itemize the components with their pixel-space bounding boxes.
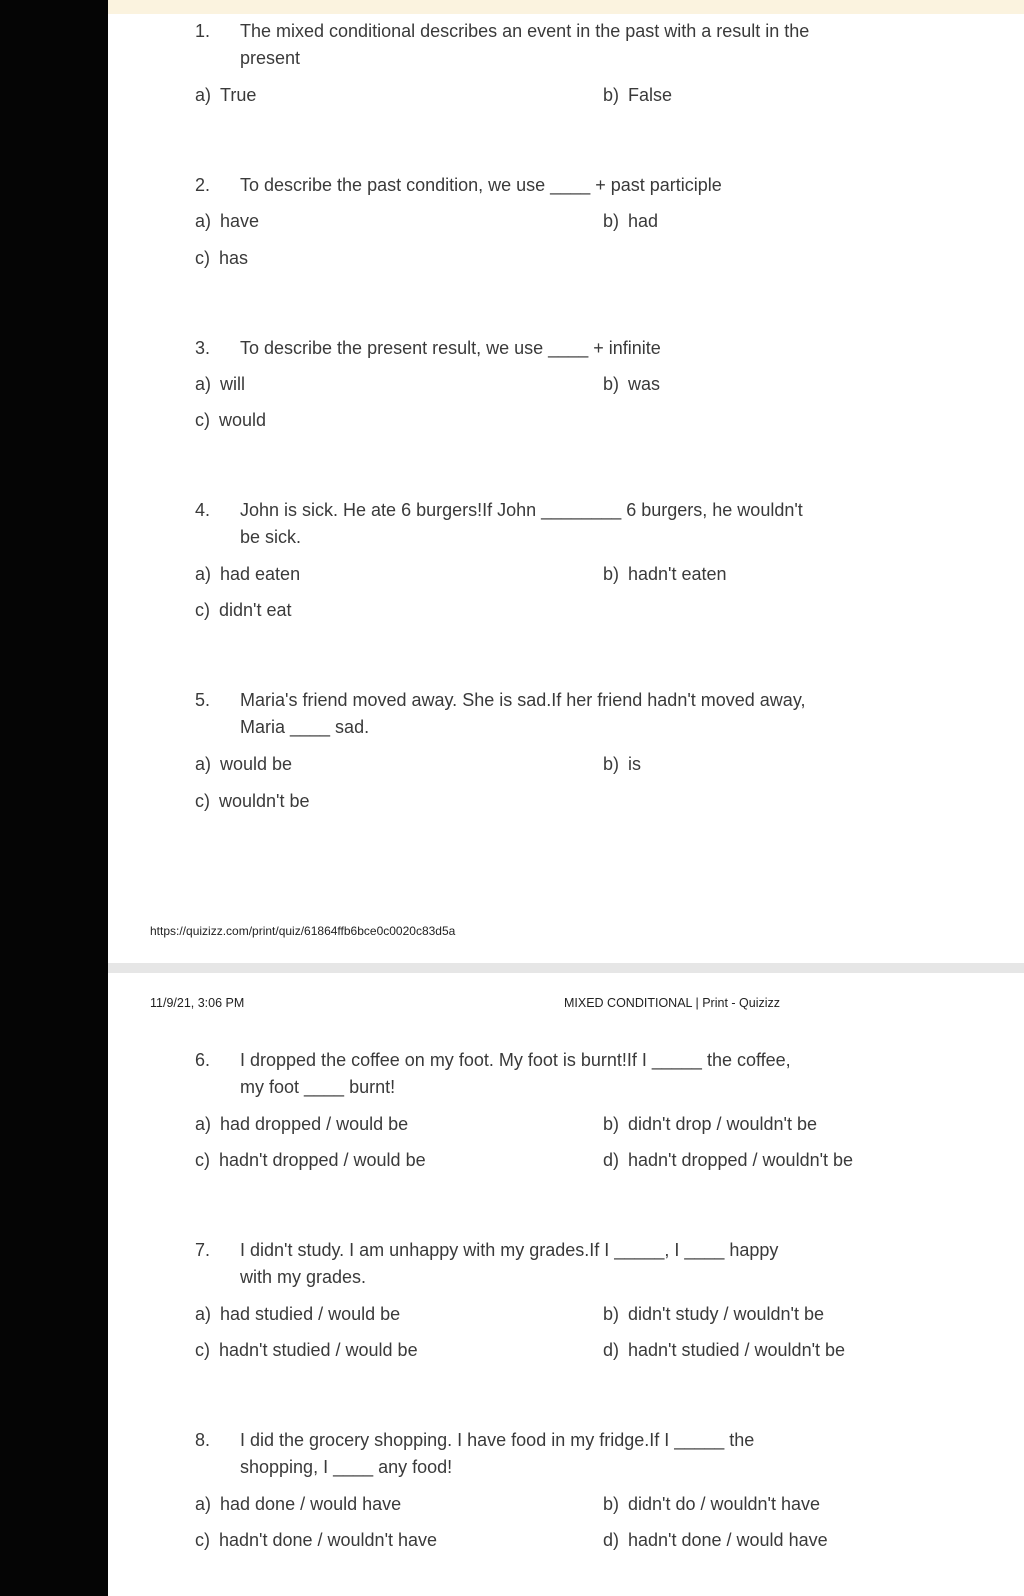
option-4b[interactable]: b) hadn't eaten [603, 564, 727, 584]
question-number: 3. [195, 338, 211, 358]
question-number: 1. [195, 21, 211, 41]
option-2c[interactable]: c) has [195, 248, 249, 268]
option-5a[interactable]: a) would be [195, 754, 293, 774]
option-5c[interactable]: c) wouldn't be [195, 791, 310, 811]
option-8b[interactable]: b) didn't do / wouldn't have [603, 1494, 821, 1514]
question-number: 7. [195, 1240, 211, 1260]
option-6d[interactable]: d) hadn't dropped / wouldn't be [603, 1150, 854, 1170]
option-2b[interactable]: b) had [603, 211, 659, 231]
option-8c[interactable]: c) hadn't done / wouldn't have [195, 1530, 438, 1550]
option-7b[interactable]: b) didn't study / wouldn't be [603, 1304, 825, 1324]
print-title: MIXED CONDITIONAL | Print - Quizizz [564, 996, 781, 1010]
option-8a[interactable]: a) had done / would have [195, 1494, 402, 1514]
question-number: 2. [195, 175, 211, 195]
option-5b[interactable]: b) is [603, 754, 642, 774]
print-date: 11/9/21, 3:06 PM [150, 996, 245, 1010]
page-url[interactable]: https://quizizz.com/print/quiz/61864ffb6bce0c0020c83d5a [150, 924, 456, 938]
question-number: 6. [195, 1050, 211, 1070]
option-8d[interactable]: d) hadn't done / would have [603, 1530, 828, 1550]
option-6b[interactable]: b) didn't drop / wouldn't be [603, 1114, 818, 1134]
question-text: I didn't study. I am unhappy with my grades.If I _____, I ____ happy with my grades. [240, 1240, 779, 1287]
question-text: The mixed conditional describes an event in the past with a result in the present [240, 21, 810, 68]
question-number: 5. [195, 690, 211, 710]
option-3c[interactable]: c) would [195, 410, 267, 430]
option-4a[interactable]: a) had eaten [195, 564, 301, 584]
question-text: John is sick. He ate 6 burgers!If John ________ 6 burgers, he wouldn't be sick. [240, 500, 803, 547]
top-highlight-strip [108, 0, 1024, 14]
left-black-bar [0, 0, 108, 1596]
question-number: 4. [195, 500, 211, 520]
option-6c[interactable]: c) hadn't dropped / would be [195, 1150, 426, 1170]
question-text: To describe the past condition, we use ____ + past participle [240, 175, 722, 195]
question-text: I did the grocery shopping. I have food in my fridge.If I _____ the shopping, I ____ any food! [240, 1430, 755, 1477]
question-text: To describe the present result, we use ____ + infinite [240, 338, 661, 358]
question-number: 8. [195, 1430, 211, 1450]
question-text: I dropped the coffee on my foot. My foot is burnt!If I _____ the coffee, my foot ____ burnt! [240, 1050, 791, 1097]
option-7d[interactable]: d) hadn't studied / wouldn't be [603, 1340, 846, 1360]
page-break [108, 963, 1024, 973]
question-text: Maria's friend moved away. She is sad.If her friend hadn't moved away, Maria ____ sad. [240, 690, 806, 737]
option-7c[interactable]: c) hadn't studied / would be [195, 1340, 418, 1360]
option-6a[interactable]: a) had dropped / would be [195, 1114, 409, 1134]
option-1b[interactable]: b) False [603, 85, 673, 105]
option-4c[interactable]: c) didn't eat [195, 600, 292, 620]
option-2a[interactable]: a) have [195, 211, 260, 231]
option-1a[interactable]: a) True [195, 85, 257, 105]
option-7a[interactable]: a) had studied / would be [195, 1304, 401, 1324]
option-3b[interactable]: b) was [603, 374, 661, 394]
option-3a[interactable]: a) will [195, 374, 246, 394]
